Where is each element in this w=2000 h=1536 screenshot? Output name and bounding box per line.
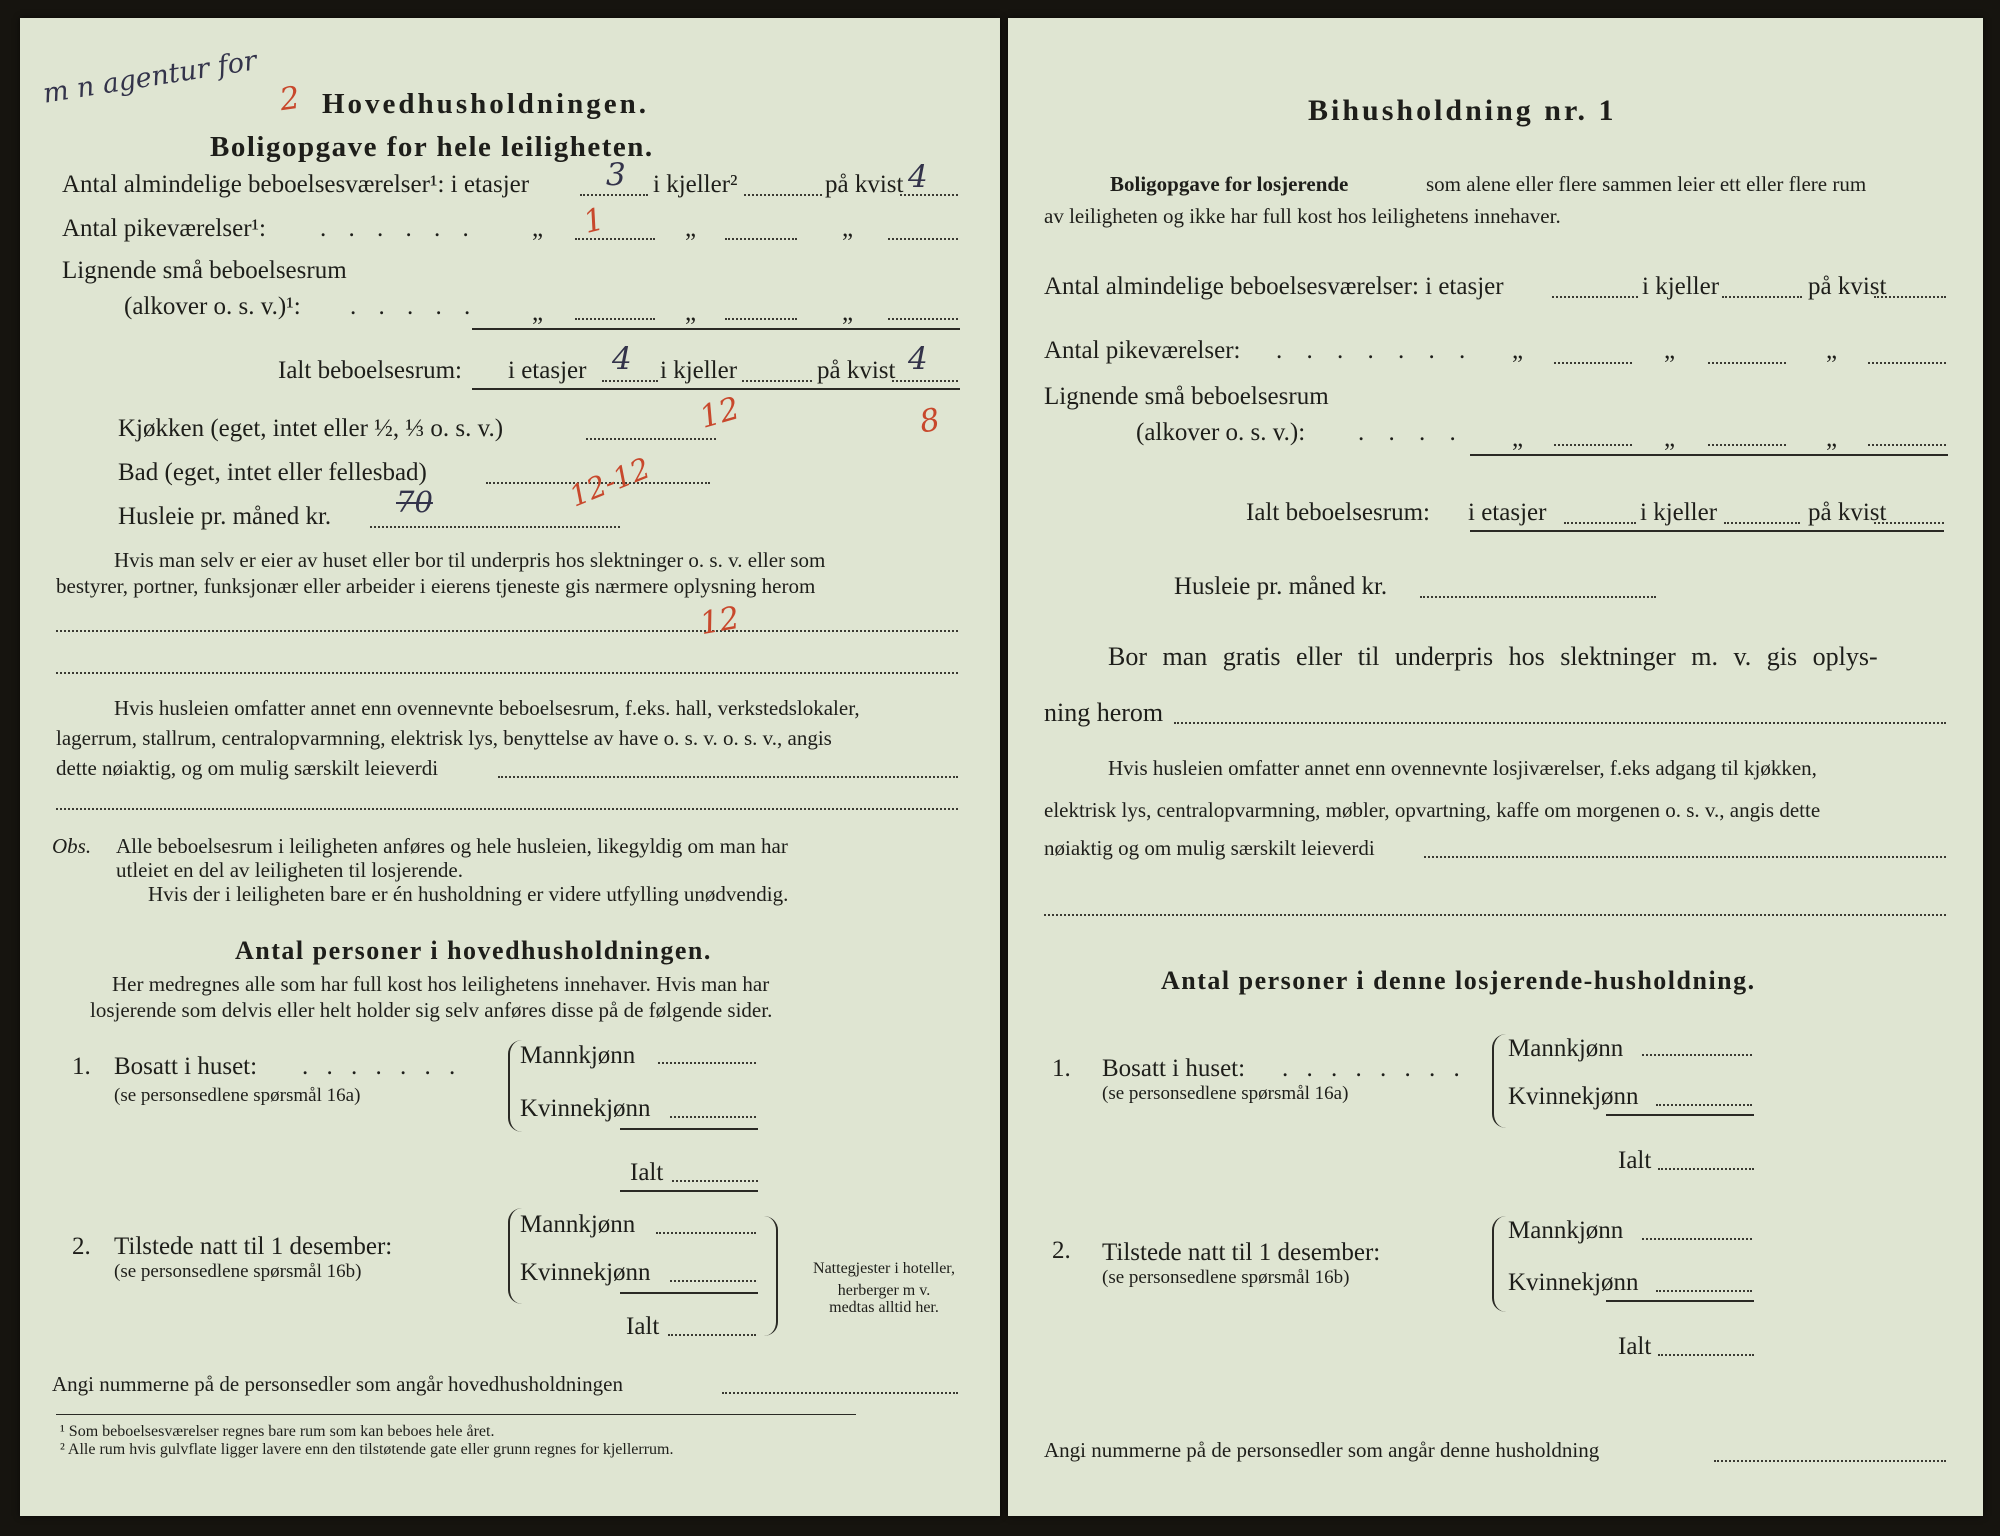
handwritten-total-kvist: 4: [908, 341, 928, 377]
handwritten-rent-old: 70: [396, 485, 433, 519]
left-total-etasjer-field[interactable]: [602, 380, 658, 382]
left-obs-line3: Hvis der i leiligheten bare er én husholdning er videre utfylling unødvendig.: [148, 882, 789, 906]
left-q2-label: Tilstede natt til 1 desember:: [114, 1233, 393, 1260]
left-para1-field2[interactable]: [56, 672, 958, 674]
left-q1-male-label: Mannkjønn: [520, 1042, 636, 1069]
right-q2-total-field[interactable]: [1658, 1354, 1754, 1356]
left-q2-total-field[interactable]: [668, 1334, 756, 1336]
left-q2-number: 2.: [72, 1233, 91, 1260]
left-rooms-label: Antal almindelige beboelsesværelser¹: i etasjer: [62, 171, 530, 198]
right-q1-total-field[interactable]: [1658, 1168, 1754, 1170]
right-pike-kvist-field[interactable]: [1868, 362, 1946, 364]
left-obs-label: Obs.: [52, 834, 92, 858]
left-q1-total-rule: [620, 1190, 758, 1192]
handwritten-kitchen-value: 12: [695, 390, 744, 436]
left-alkover-dots: . . . . .: [350, 293, 479, 320]
left-pike-etasjer-field[interactable]: [575, 238, 655, 240]
left-total-kjeller-field[interactable]: [742, 380, 812, 382]
right-alkover-q2: „: [1664, 425, 1676, 452]
right-q2-male-field[interactable]: [1642, 1238, 1752, 1240]
left-rent-label: Husleie pr. måned kr.: [118, 503, 332, 530]
handwritten-rent-new: 12-12: [564, 450, 655, 514]
left-kjeller-label: i kjeller²: [653, 171, 738, 198]
left-etasjer-field[interactable]: [580, 194, 648, 196]
handwritten-kvist: 4: [908, 159, 928, 195]
right-q2-number: 2.: [1052, 1237, 1071, 1264]
left-q2-female-label: Kvinnekjønn: [520, 1259, 651, 1286]
left-alkover-kvist-field[interactable]: [888, 318, 958, 320]
right-title: Bihusholdning nr. 1: [1308, 94, 1617, 127]
left-total-label: Ialt beboelsesrum:: [278, 357, 462, 384]
left-numbers-field[interactable]: [722, 1392, 958, 1394]
right-free-line2: ning herom: [1044, 698, 1164, 727]
right-alkover-q3: „: [1826, 425, 1838, 452]
right-pike-etasjer-field[interactable]: [1554, 362, 1632, 364]
handwritten-household-number: 2: [277, 79, 303, 119]
right-total-kvist-field[interactable]: [1874, 522, 1944, 524]
right-alkover-line2: (alkover o. s. v.):: [1136, 419, 1306, 446]
left-total-kvist-field[interactable]: [892, 380, 958, 382]
left-bath-field[interactable]: [486, 482, 710, 484]
right-q1-brace: [1492, 1034, 1508, 1128]
left-q1-male-field[interactable]: [658, 1062, 756, 1064]
left-q1-female-field[interactable]: [670, 1116, 756, 1118]
left-q2-sub: (se personsedlene spørsmål 16b): [114, 1261, 362, 1282]
left-kitchen-label: Kjøkken (eget, intet eller ½, ⅓ o. s. v.): [118, 415, 504, 442]
right-sum-rule: [1470, 454, 1948, 456]
right-intro-bold: Boligopgave for losjerende: [1110, 172, 1349, 196]
left-pike-label: Antal pikeværelser¹:: [62, 215, 266, 242]
left-total-rule: [472, 388, 960, 390]
left-alkover-etasjer-field[interactable]: [575, 318, 655, 320]
left-obs-line2: utleiet en del av leiligheten til losjerende.: [116, 858, 463, 882]
right-para-line1: Hvis husleien omfatter annet enn ovennevnte losjiværelser, f.eks adgang til kjøkken,: [1108, 756, 1817, 780]
right-free-field[interactable]: [1174, 722, 1946, 724]
left-para2-line2: lagerrum, stallrum, centralopvarmning, elektrisk lys, benyttelse av have o. s. v. o. s. v., angis: [56, 726, 832, 750]
left-pike-dots: . . . . . .: [320, 215, 477, 242]
right-q1-male-label: Mannkjønn: [1508, 1035, 1624, 1062]
left-q2-sum-rule: [620, 1292, 758, 1294]
left-bath-label: Bad (eget, intet eller fellesbad): [118, 459, 427, 486]
left-persons-note-line1: Her medregnes alle som har full kost hos leilighetens innehaver. Hvis man har: [112, 972, 770, 996]
left-para1-line2: bestyrer, portner, funksjonær eller arbeider i eierens tjeneste gis nærmere oplysning herom: [56, 574, 816, 598]
left-q1-dots: . . . . . . .: [302, 1053, 462, 1080]
right-alkover-dots: . . . .: [1358, 419, 1465, 446]
left-q2-total-label: Ialt: [626, 1313, 660, 1340]
right-kvist-field[interactable]: [1874, 296, 1946, 298]
right-kvist-label: på kvist: [1808, 273, 1887, 300]
right-para-line2: elektrisk lys, centralopvarmning, møbler, opvartning, kaffe om morgenen o. s. v., angis dette: [1044, 798, 1821, 822]
left-para1-line1: Hvis man selv er eier av huset eller bor til underpris hos slektninger o. s. v. eller som: [114, 548, 826, 572]
handwritten-herom-value: 12: [697, 599, 743, 643]
left-kjeller-field[interactable]: [744, 194, 822, 196]
left-page: [20, 18, 1000, 1516]
left-para1-field1[interactable]: [56, 630, 958, 632]
right-total-rule: [1470, 530, 1944, 532]
left-para2-field2[interactable]: [56, 808, 958, 810]
right-kjeller-field[interactable]: [1722, 296, 1802, 298]
left-kvist-field[interactable]: [900, 194, 958, 196]
right-q2-female-label: Kvinnekjønn: [1508, 1269, 1639, 1296]
right-intro-line1: som alene eller flere sammen leier ett eller flere rum: [1426, 172, 1867, 196]
right-q2-total-label: Ialt: [1618, 1333, 1652, 1360]
right-q2-female-field[interactable]: [1656, 1290, 1752, 1292]
left-q1-label: Bosatt i huset:: [114, 1053, 258, 1080]
right-free-line1: Bor man gratis eller til underpris hos slektninger m. v. gis oplys-: [1108, 642, 1878, 671]
handwritten-kitchen-side: 8: [916, 401, 943, 441]
right-alkover-kjeller-field[interactable]: [1708, 444, 1786, 446]
right-alkover-etasjer-field[interactable]: [1554, 444, 1632, 446]
right-rent-field[interactable]: [1420, 596, 1656, 598]
right-pike-q1: „: [1512, 337, 1524, 364]
left-persons-note-line2: losjerende som delvis eller helt holder sig selv anføres disse på de følgende sider.: [90, 998, 773, 1022]
left-footnote1: ¹ Som beboelsesværelser regnes bare rum som kan beboes hele året.: [60, 1423, 495, 1440]
left-kvist-label: på kvist: [825, 171, 904, 198]
right-q1-dots: . . . . . . . .: [1282, 1055, 1466, 1082]
left-total-kjeller-label: i kjeller: [660, 357, 738, 384]
right-alkover-kvist-field[interactable]: [1868, 444, 1946, 446]
left-q1-total-label: Ialt: [630, 1159, 664, 1186]
left-total-kvist-label: på kvist: [817, 357, 896, 384]
left-alkover-q2: „: [685, 299, 697, 326]
right-pike-kjeller-field[interactable]: [1708, 362, 1786, 364]
right-q1-total-label: Ialt: [1618, 1147, 1652, 1174]
right-pike-q3: „: [1826, 337, 1838, 364]
right-total-etasjer-label: i etasjer: [1468, 499, 1547, 526]
right-persons-title: Antal personer i denne losjerende-husholdning.: [1161, 966, 1756, 995]
right-para-line3: nøiaktig og om mulig særskilt leieverdi: [1044, 836, 1375, 860]
left-pike-q2: „: [685, 215, 697, 242]
left-title: Hovedhusholdningen.: [322, 88, 649, 120]
right-kjeller-label: i kjeller: [1642, 273, 1720, 300]
left-para2-field1[interactable]: [498, 776, 958, 778]
right-intro-line2: av leiligheten og ikke har full kost hos leilighetens innehaver.: [1044, 204, 1561, 228]
right-total-kjeller-field[interactable]: [1724, 522, 1800, 524]
right-alkover-q1: „: [1512, 425, 1524, 452]
left-q1-sum-rule: [620, 1128, 758, 1130]
left-total-etasjer-label: i etasjer: [508, 357, 587, 384]
right-q1-number: 1.: [1052, 1055, 1071, 1082]
left-rent-field[interactable]: [370, 526, 620, 528]
left-alkover-kjeller-field[interactable]: [725, 318, 797, 320]
right-total-label: Ialt beboelsesrum:: [1246, 499, 1430, 526]
right-numbers-field[interactable]: [1714, 1460, 1946, 1462]
handwritten-top-note: m n agentur for: [40, 45, 259, 110]
right-pike-label: Antal pikeværelser:: [1044, 337, 1241, 364]
right-q1-sum-rule: [1606, 1114, 1754, 1116]
left-guests-note-line1: Nattegjester i hoteller, herberger m v.: [813, 1260, 955, 1299]
right-q1-sub: (se personsedlene spørsmål 16a): [1102, 1083, 1349, 1104]
left-para2-line1: Hvis husleien omfatter annet enn ovennevnte beboelsesrum, f.eks. hall, verkstedslokaler,: [114, 696, 860, 720]
right-q2-sub: (se personsedlene spørsmål 16b): [1102, 1267, 1350, 1288]
left-numbers-label: Angi nummerne på de personsedler som angår hovedhusholdningen: [52, 1372, 623, 1396]
left-q2-male-label: Mannkjønn: [520, 1211, 636, 1238]
handwritten-total-etasjer: 4: [612, 341, 632, 377]
right-q2-sum-rule: [1606, 1300, 1754, 1302]
right-total-kjeller-label: i kjeller: [1640, 499, 1718, 526]
left-pike-kjeller-field[interactable]: [725, 238, 797, 240]
left-alkover-q1: „: [532, 299, 544, 326]
right-q2-label: Tilstede natt til 1 desember:: [1102, 1239, 1381, 1266]
left-q1-female-label: Kvinnekjønn: [520, 1095, 651, 1122]
right-pike-dots: . . . . . . .: [1276, 337, 1475, 364]
left-obs-line1: Alle beboelsesrum i leiligheten anføres og hele husleien, likegyldig om man har: [116, 834, 788, 858]
right-q1-label: Bosatt i huset:: [1102, 1055, 1246, 1082]
left-subtitle: Boligopgave for hele leiligheten.: [210, 131, 654, 163]
right-etasjer-field[interactable]: [1552, 296, 1638, 298]
left-footnote-rule: [56, 1414, 856, 1415]
left-kitchen-field[interactable]: [586, 438, 716, 440]
right-q2-male-label: Mannkjønn: [1508, 1217, 1624, 1244]
right-para-field2[interactable]: [1044, 914, 1946, 916]
right-rent-label: Husleie pr. måned kr.: [1174, 573, 1388, 600]
left-guests-brace: [762, 1216, 778, 1336]
left-q1-total-field[interactable]: [672, 1180, 758, 1182]
right-total-kvist-label: på kvist: [1808, 499, 1887, 526]
right-para-field1[interactable]: [1424, 856, 1946, 858]
left-footnote2: ² Alle rum hvis gulvflate ligger lavere enn den tilstøtende gate eller grunn regnes for kjellerrum.: [60, 1441, 674, 1458]
right-q2-brace: [1492, 1216, 1508, 1312]
left-q2-male-field[interactable]: [656, 1232, 756, 1234]
right-q1-female-label: Kvinnekjønn: [1508, 1083, 1639, 1110]
right-rooms-label: Antal almindelige beboelsesværelser: i etasjer: [1044, 273, 1504, 300]
left-pike-q1: „: [532, 215, 544, 242]
handwritten-pike-etasjer: 1: [579, 201, 608, 241]
left-para2-line3: dette nøiaktig, og om mulig særskilt leieverdi: [56, 756, 439, 780]
right-q1-female-field[interactable]: [1656, 1104, 1752, 1106]
left-q1-number: 1.: [72, 1053, 91, 1080]
right-q1-male-field[interactable]: [1642, 1054, 1752, 1056]
right-pike-q2: „: [1664, 337, 1676, 364]
right-numbers-label: Angi nummerne på de personsedler som angår denne husholdning: [1044, 1438, 1600, 1462]
handwritten-etasjer: 3: [606, 157, 626, 193]
left-persons-title: Antal personer i hovedhusholdningen.: [235, 936, 712, 965]
right-alkover-line1: Lignende små beboelsesrum: [1044, 383, 1329, 410]
left-pike-kvist-field[interactable]: [888, 238, 958, 240]
left-sum-rule: [472, 328, 960, 330]
right-total-etasjer-field[interactable]: [1564, 522, 1636, 524]
left-q2-female-field[interactable]: [670, 1280, 756, 1282]
left-q1-sub: (se personsedlene spørsmål 16a): [114, 1085, 361, 1106]
right-page: [1008, 18, 1983, 1516]
left-guests-note-line2: medtas alltid her.: [829, 1299, 939, 1316]
left-pike-q3: „: [842, 215, 854, 242]
left-alkover-line2: (alkover o. s. v.)¹:: [124, 293, 301, 320]
left-alkover-line1: Lignende små beboelsesrum: [62, 257, 347, 284]
left-alkover-q3: „: [842, 299, 854, 326]
